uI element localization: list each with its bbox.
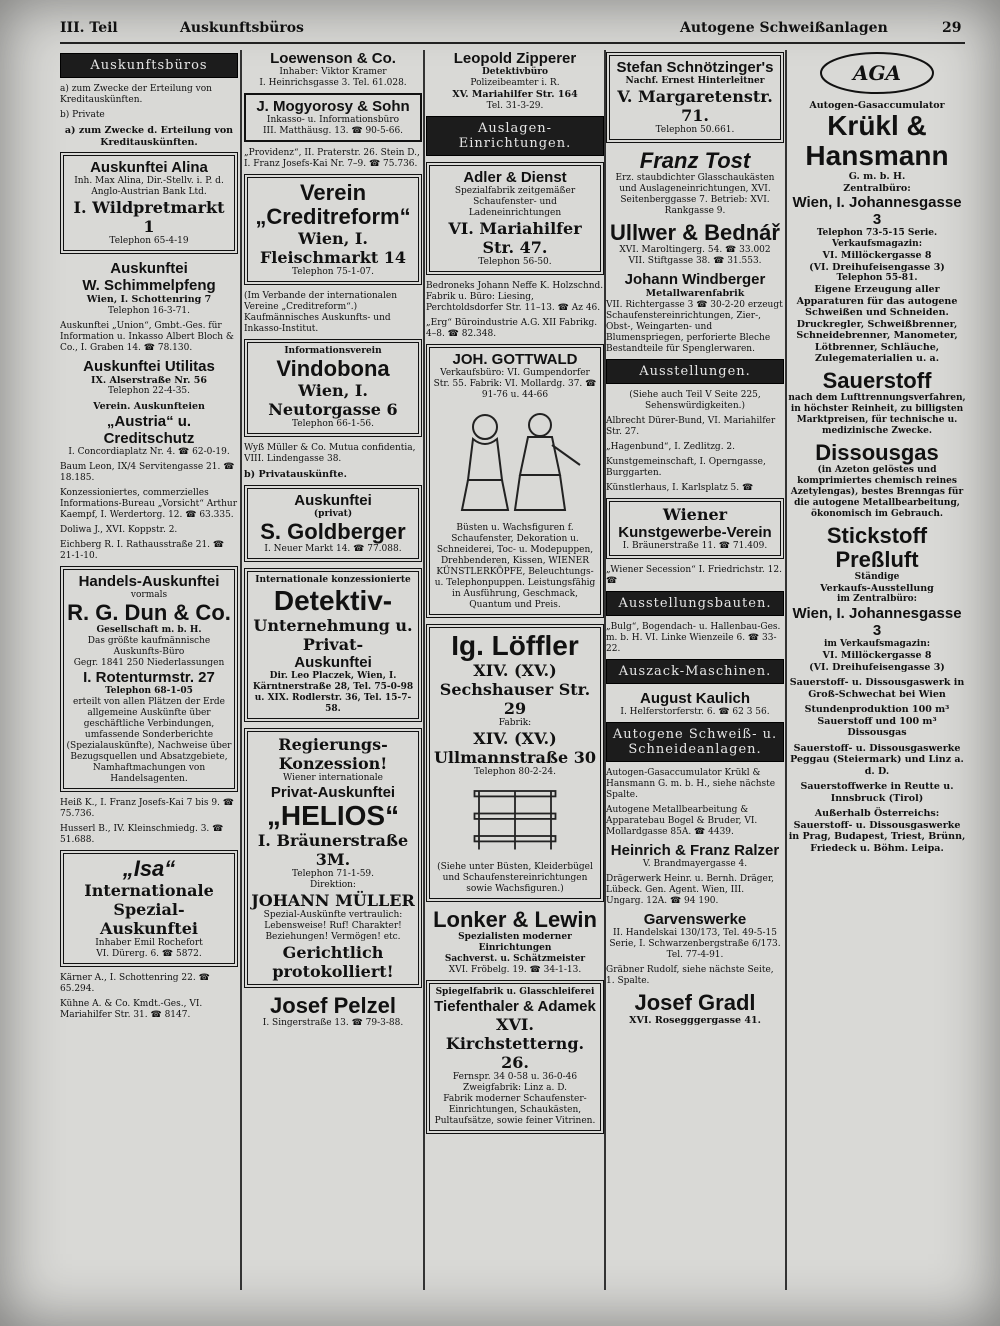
ad-phone: Telephon 16-3-71. xyxy=(107,305,191,316)
ad-title: Vindobona xyxy=(276,356,390,381)
ad-address: III. Matthäusg. 13. ☎ 90-5-66. xyxy=(262,126,404,136)
ad-windberger xyxy=(606,271,784,355)
ad-pelzel xyxy=(244,994,422,1029)
ad-text: Verkaufsmagazin: xyxy=(831,239,923,249)
ad-dun xyxy=(60,566,238,792)
header-section: Auskunftsbüros xyxy=(180,20,304,36)
ad-text: Wiener internationale xyxy=(283,772,383,783)
ad-address: Wien, I. Fleischmarkt 14 xyxy=(259,229,407,267)
entry-reutte: Sauerstoffwerke in Reutte u. Innsbruck (Tirol) xyxy=(800,781,954,804)
ad-text: nach dem Lufttrennungsverfahren, in höchster Reinheit, zu billigsten Marktpreisen, für technische u. medizinische Zwecke. xyxy=(788,392,966,436)
ad-address: Wien, I. Neutorgasse 6 xyxy=(268,381,398,419)
entry-abroad: Außerhalb Österreichs: Sauerstoff- u. Dissousgaswerke in Prag, Budapest, Triest, Brünn, Friedeck u. Böhm. Leipa. xyxy=(788,808,966,854)
ad-loeffler xyxy=(426,624,604,902)
entry-metallbearbeitung: Autogene Metallbearbeitung & Apparatebau Bogel & Bruder, VI. Mollardgasse 85A. ☎ 4439. xyxy=(606,804,758,837)
ad-vindobona xyxy=(244,339,422,437)
ad-text: Zentralbüro: xyxy=(843,182,911,194)
ad-name: „Isa“ xyxy=(122,855,176,881)
ad-detektiv xyxy=(244,568,422,722)
ad-address: I. Heinrichsgasse 3. Tel. 61.028. xyxy=(259,78,407,88)
entry-konz: Konzessioniertes, commerzielles Informations-Bureau „Vorsicht“ Arthur Kaempf, I. Werdertorg. 12. ☎ 63.335. xyxy=(60,487,238,520)
entry-union: Auskunftei „Union“, Gmbt.-Ges. für Information u. Inkasso Albert Bloch & Co., I. Graben 14. ☎ 78.130. xyxy=(60,320,234,353)
ad-text: vormals xyxy=(130,589,168,600)
column-divider xyxy=(785,50,787,1290)
ad-title: Verein. Auskunfteien xyxy=(93,401,205,412)
ad-phone: Telephon 50.661. xyxy=(655,125,735,135)
ad-address: V. Brandmayergasse 4. xyxy=(642,858,748,869)
ad-title: Verein „Creditreform“ xyxy=(255,180,411,229)
ad-text: Inkasso- u. Informationsbüro xyxy=(266,115,400,125)
ad-text: Spezialfabrik zeitgemäßer Schaufenster- und Ladeneinrichtungen xyxy=(454,185,576,218)
ad-sauerstoff xyxy=(788,369,966,437)
ad-address: VII. Stiftgasse 38. ☎ 31.553. xyxy=(628,256,762,266)
ad-kruekl-hansmann xyxy=(788,50,966,365)
ad-title: Josef Gradl xyxy=(634,989,756,1015)
ad-text: Regierungs-Konzession! xyxy=(278,734,388,773)
entry-autogen: Autogen-Gasaccumulator Krükl & Hansmann G. m. b. H., siehe nächste Spalte. xyxy=(606,767,776,800)
column-4 xyxy=(606,50,784,1290)
entry-duerer: Albrecht Dürer-Bund, VI. Mariahilfer Str. 27. xyxy=(606,415,776,437)
ad-tost xyxy=(606,149,784,217)
ad-text: Sachverst. u. Schätzmeister xyxy=(444,953,586,964)
ad-text: Verkaufs-Ausstellung xyxy=(820,582,934,594)
ad-text: Zweigfabrik: Linz a. D. xyxy=(462,1082,567,1093)
ad-title: Dissousgas xyxy=(815,439,939,465)
ad-title: Ig. Löffler xyxy=(451,629,579,661)
ad-helios xyxy=(244,728,422,988)
ad-phone: Telephon 68-1-05 xyxy=(105,685,193,696)
subsection-a: a) zum Zwecke d. Erteilung von Kreditauskünften. xyxy=(64,125,234,148)
ad-text: Eigene Erzeugung aller Apparaturen für das autogene Schweißen und Schneiden. xyxy=(796,284,958,318)
entry-mueller: Wyß Müller & Co. Mutua confidentia, VIII. Lindengasse 38. xyxy=(244,443,416,464)
ad-phone: Fernspr. 34 0-58 u. 36-0-46 xyxy=(452,1071,578,1082)
ad-text: Internationale konzessionierte xyxy=(255,574,411,585)
ad-title: Auskunftei xyxy=(294,653,372,671)
ad-address: XV. Mariahilfer Str. 164 xyxy=(452,89,578,100)
ad-address: I. Neuer Markt 14. ☎ 77.088. xyxy=(264,543,402,554)
ad-phone: Telephon 56-50. xyxy=(478,256,552,267)
section-banner: Auskunftsbüros xyxy=(60,53,238,78)
ad-address: Dir. Leo Placzek, Wien, I. Kärntnerstraße 28, Tel. 75-0-98 u. XIX. Rodlerstr. 36, Tel. 15-7-58. xyxy=(252,670,414,714)
ad-address: I. Rotenturmstr. 27 xyxy=(83,668,215,686)
ad-address: V. Margaretenstr. 71. xyxy=(617,87,773,125)
entry-bulg: „Bulg“, Bogendach- u. Hallenbau-Ges. m. b. H. VI. Linke Wienzeile 6. ☎ 33-22. xyxy=(606,621,781,654)
ad-title: Lonker & Lewin xyxy=(433,906,597,932)
ad-title: Stickstoff xyxy=(826,522,928,548)
column-5 xyxy=(788,50,966,1290)
section-banner: Autogene Schweiß- u. Schneideanlagen. xyxy=(606,722,784,762)
ad-alina xyxy=(60,152,238,254)
ad-isa xyxy=(60,850,238,967)
ad-creditreform xyxy=(244,174,422,285)
ad-text: (Siehe unter Büsten, Kleiderbügel und Schaufenstereinrichtungen sowie Wachsfiguren.) xyxy=(437,861,593,894)
header-part: III. Teil xyxy=(60,20,118,36)
aga-logo-icon xyxy=(817,50,937,96)
column-divider xyxy=(423,50,425,1290)
entry-graebner: Gräbner Rudolf, siehe nächste Seite, 1. Spalte. xyxy=(606,964,774,986)
ad-title: Krükl & Hansmann xyxy=(805,110,949,171)
page-header xyxy=(60,18,965,40)
ad-address: XIV. (XV.) xyxy=(473,728,557,748)
ad-title: Auskunftei xyxy=(294,491,372,509)
ad-text: Spezialisten moderner Einrichtungen xyxy=(458,931,572,953)
section-banner: Ausstellungsbauten. xyxy=(606,591,784,616)
ad-title: Detektiv- xyxy=(273,584,393,616)
entry-kaerner: Kärner A., I. Schottenring 22. ☎ 65.294. xyxy=(60,972,210,994)
ad-address: I. Wildpretmarkt 1 xyxy=(73,198,225,236)
ad-address: I. Concordiaplatz Nr. 4. ☎ 62-0-19. xyxy=(68,446,230,457)
ad-title: Johann Windberger xyxy=(624,271,766,288)
ad-text: Fabrik: xyxy=(498,717,532,728)
ad-text: JOHANN MÜLLER xyxy=(251,890,415,910)
ad-address: IX. Alserstraße Nr. 56 xyxy=(91,374,207,386)
ad-text: Inhaber Emil Rochefort xyxy=(95,937,203,948)
ad-text: Ständige xyxy=(854,571,900,582)
ad-text: Metallwarenfabrik xyxy=(645,288,745,299)
ad-address: Wien, I. Schottenring 7 xyxy=(86,294,212,305)
logo-text: AGA xyxy=(852,61,902,85)
ad-name: „HELIOS“ xyxy=(266,799,400,831)
ad-text: Spiegelfabrik u. Glasschleiferei xyxy=(435,986,595,997)
ad-address: I. Bräunerstraße 3M. xyxy=(257,830,409,869)
ad-name: R. G. Dun & Co. xyxy=(67,599,231,625)
entry-kunstgemeinschaft: Kunstgemeinschaft, I. Operngasse, Burggarten. xyxy=(606,456,766,478)
ad-title: Auskunftei Utilitas xyxy=(83,357,215,375)
ad-title: Ullwer & Bednář xyxy=(610,220,780,245)
ad-title: Preßluft xyxy=(835,546,919,572)
ad-title: Garvenswerke xyxy=(643,910,747,928)
entry-production: Stundenproduktion 100 m³ Sauerstoff und 100 m³ Dissousgas xyxy=(804,704,950,738)
ad-ralzer xyxy=(606,842,784,870)
ad-ullwer xyxy=(606,221,784,267)
shelf-stand-image xyxy=(440,782,590,854)
column-divider xyxy=(240,50,242,1290)
header-section-right: Autogene Schweißanlagen xyxy=(680,20,888,36)
ad-address: Sechshauser Str. 29 xyxy=(439,679,591,718)
ad-text: Gerichtlich protokolliert! xyxy=(272,942,394,981)
ad-schnoetzinger xyxy=(606,52,784,143)
ad-title: J. Mogyorosy & Sohn xyxy=(256,98,410,115)
entry-baum: Baum Leon, IX/4 Servitengasse 21. ☎ 18.185. xyxy=(60,461,235,483)
ad-text: Nachf. Ernest Hinterleitner xyxy=(625,76,765,86)
ad-phone: Telephon 71-1-59. xyxy=(291,868,375,879)
ad-text: Informationsverein xyxy=(284,346,382,356)
ad-text: Spezial-Auskünfte vertraulich: Lebensweise! Ruf! Charakter! Beziehungen! Vermögen! etc. xyxy=(263,909,403,942)
ad-text: erteilt von allen Plätzen der Erde allgemeine Auskünfte über geschäftliche Verbindungen, umfassende Sonderberichte (Spezialauskünfte), Nachweise über Bezugsquellen und Absatzgebiete, Namhaftmachungen von Handelsagenten. xyxy=(66,696,232,784)
ad-title: Josef Pelzel xyxy=(270,992,396,1018)
ad-zipperer xyxy=(426,50,604,112)
ad-garvenswerke xyxy=(606,911,784,961)
ad-title: August Kaulich xyxy=(639,689,750,707)
entry-bedronek: Bedroneks Johann Neffe K. Holzschnd. Fabrik u. Büro: Liesing, Perchtoldsdorfer Str. 11–13. ☎ Az 46. xyxy=(426,280,604,313)
ad-schimmelpfeng xyxy=(60,260,238,317)
entry-providenz: „Providenz“, II. Praterstr. 26. Stein D., I. Franz Josefs-Kai Nr. 7–9. ☎ 75.736. xyxy=(244,148,420,169)
ad-address: Ullmannstraße 30 xyxy=(433,747,597,767)
entry-draeger: Drägerwerk Heinr. u. Bernh. Dräger, Lübeck. Gen. Agent. Wien, III. Ungarg. 12A. ☎ 94 190. xyxy=(606,873,775,906)
ad-address: Wien, I. Johannesgasse 3 xyxy=(792,194,962,228)
column-1 xyxy=(60,50,238,1290)
ad-text: Gesellschaft m. b. H. xyxy=(96,624,202,635)
ad-lonker xyxy=(426,908,604,976)
ad-title: Auskunftei Alina xyxy=(90,159,208,176)
ad-phone: Telephon 80-2-24. xyxy=(473,766,557,777)
ad-title: Heinrich & Franz Ralzer xyxy=(610,841,780,859)
ad-phone: Telephon 55-81. xyxy=(836,273,918,283)
ad-phone: Tel. 31-3-29. xyxy=(486,100,544,111)
ad-address: XIV. (XV.) xyxy=(473,660,557,680)
entry-schwechat: Sauerstoff- u. Dissousgaswerk in Groß-Schwechat bei Wien xyxy=(789,677,965,700)
ad-text: im Zentralbüro: xyxy=(837,594,917,604)
ad-address: Wien, I. Johannesgasse 3 xyxy=(792,605,962,639)
ad-name: S. Goldberger xyxy=(260,518,406,544)
ad-text: Inh. Max Alina, Dir.-Stellv. i. P. d. Anglo-Austrian Bank Ltd. xyxy=(74,176,224,197)
entry-hagenbund: „Hagenbund“, I. Zedlitzg. 2. xyxy=(606,441,736,452)
ad-address: XVI. Fröbelg. 19. ☎ 34-1-13. xyxy=(448,964,582,975)
mannequin-figure-image xyxy=(440,405,590,515)
ad-title: Franz Tost xyxy=(639,148,751,173)
column-2 xyxy=(244,50,422,1290)
ad-text: Wiener xyxy=(662,504,728,524)
entry-doliwa: Doliwa J., XVI. Koppstr. 2. xyxy=(60,524,178,535)
ad-title: „Austria“ u. Creditschutz xyxy=(103,412,195,447)
entry-husserl: Husserl B., IV. Kleinschmiedg. 3. ☎ 51.688. xyxy=(60,823,224,845)
intro-a: a) zum Zwecke der Erteilung von Kreditauskünften. xyxy=(60,84,212,105)
ad-kunstgewerbe xyxy=(606,498,784,559)
ad-gradl xyxy=(606,991,784,1027)
ad-text: Büsten u. Wachsfiguren f. Schaufenster, Dekoration u. Schneiderei, Toc- u. Modepuppen, Drehbenderen, Kissen, WIENER KÜNSTLERKÖPFE, Beleuchtungs- u. Telephonpuppen. Leistungsfähig in Ausführung, Geschmack, Quantum und Preis. xyxy=(434,522,596,610)
section-banner: Auslagen-Einrichtungen. xyxy=(426,116,604,156)
ad-title: W. Schimmelpfeng xyxy=(82,277,216,294)
entry-secession: „Wiener Secession“ I. Friedrichstr. 12. ☎ xyxy=(606,564,782,586)
intro-b: b) Private xyxy=(60,110,105,120)
ad-address: II. Handelskai 130/173, Tel. 49-5-15 Serie, I. Schwarzenbergstraße 6/173. Tel. 77-4-91. xyxy=(609,927,781,960)
ad-text: Gegr. 1841 250 Niederlassungen xyxy=(73,657,225,668)
ad-text: Fabrik moderner Schaufenster-Einrichtungen, Schaukästen, Pultaufsätze, sowie feiner Vitrinen. xyxy=(434,1093,596,1126)
ad-title: Loewenson & Co. xyxy=(270,50,396,67)
entry-peggau: Sauerstoff- u. Dissousgaswerke Peggau (Steiermark) und Linz a. d. D. xyxy=(790,742,964,777)
entry-note: (Siehe auch Teil V Seite 225, Sehenswürdigkeiten.) xyxy=(629,389,761,411)
ad-phone: Telephon 65-4-19 xyxy=(109,236,189,246)
ad-title: Stefan Schnötzinger's xyxy=(616,59,774,76)
ad-title: Kunstgewerbe-Verein xyxy=(618,523,772,541)
entry-erg: „Erg“ Büroindustrie A.G. XII Fabrikg. 4–8. ☎ 82.348. xyxy=(426,317,598,339)
entry-heiss: Heiß K., I. Franz Josefs-Kai 7 bis 9. ☎ 75.736. xyxy=(60,797,234,819)
ad-tiefenthaler xyxy=(426,980,604,1134)
ad-address: (VI. Dreihufeisengasse 3) xyxy=(809,261,945,273)
ad-title: Auskunftei xyxy=(110,260,188,277)
ad-text: Druckregler, Schweißbrenner, Schneidebrenner, Manometer, Lötbrenner, Schläuche, Zulegematerialien u. a. xyxy=(796,318,958,364)
ad-address: VI. Mariahilfer Str. 47. xyxy=(448,218,582,257)
ad-text: Polizeibeamter i. R. xyxy=(470,78,560,88)
header-rule xyxy=(60,42,965,44)
ad-utilitas xyxy=(60,358,238,398)
entry-eichberg: Eichberg R. I. Rathausstraße 21. ☎ 21-1-10. xyxy=(60,539,225,561)
ad-text: Das größte kaufmännische Auskunfts-Büro xyxy=(87,635,211,657)
ad-text: G. m. b. H. xyxy=(848,171,906,182)
section-banner: Auszack-Maschinen. xyxy=(606,659,784,684)
ad-phone: Telephon 75-1-07. xyxy=(291,267,375,277)
ad-address: (VI. Dreihufeisengasse 3) xyxy=(809,661,945,673)
ad-title: Privat-Auskunftei xyxy=(270,783,396,801)
ad-text: Detektivbüro xyxy=(481,67,549,77)
ad-gottwald xyxy=(426,344,604,618)
ad-title: JOH. GOTTWALD xyxy=(452,350,578,368)
ad-text: Inhaber: Viktor Kramer xyxy=(279,67,387,77)
ad-title: Sauerstoff xyxy=(822,367,932,393)
ad-stickstoff xyxy=(788,524,966,674)
entry-creditreform: (Im Verbande der internationalen Vereine „Creditreform“.) Kaufmännisches Auskunfts- und Inkasso-Institut. xyxy=(244,291,398,334)
ad-mogyorosy xyxy=(244,93,422,142)
subsection-b: b) Privatauskünfte. xyxy=(244,469,347,480)
ad-kaulich xyxy=(606,690,784,718)
ad-title: Tiefenthaler & Adamek xyxy=(434,997,596,1015)
ad-text: Unternehmung u. Privat- xyxy=(253,615,413,654)
ad-phone: Telephon 73-5-15 Serie. xyxy=(816,228,938,238)
section-banner: Ausstellungen. xyxy=(606,359,784,384)
ad-text: Erz. staubdichter Glasschaukästen und Auslageneinrichtungen, XVI. Seitenberggasse 7. Betrieb: XVI. Rankgasse 9. xyxy=(615,173,775,216)
ad-title: Handels-Auskunftei xyxy=(78,572,220,590)
entry-kuenstlerhaus: Künstlerhaus, I. Karlsplatz 5. ☎ xyxy=(606,482,754,493)
ad-text: Direktion: xyxy=(310,879,356,890)
ad-austria xyxy=(60,401,238,458)
ad-phone: Telephon 22-4-35. xyxy=(107,386,191,396)
ad-title: Leopold Zipperer xyxy=(453,50,577,67)
ad-adler xyxy=(426,162,604,275)
ad-address: VI. Millöckergasse 8 xyxy=(822,650,932,661)
ad-address: I. Helferstorferstr. 6. ☎ 62 3 56. xyxy=(620,706,770,717)
ad-address: I. Singerstraße 13. ☎ 79-3-88. xyxy=(262,1017,404,1028)
ad-title: Adler & Dienst xyxy=(463,168,567,186)
ad-dissousgas xyxy=(788,441,966,520)
ad-goldberger xyxy=(244,485,422,562)
ad-text: (in Azeton gelöstes und komprimiertes chemisch reines Azetylengas), bestes Brenngas für die autogene Metallbearbeitung, ökonomisch im Gebrauch. xyxy=(790,464,964,519)
page-number: 29 xyxy=(942,20,962,36)
ad-text: VII. Richtergasse 3 ☎ 30-2-20 erzeugt Schaufenstereinrichtungen, Zier-, Obst-, Weingarten- und Blumenspriegen, perforierte Bleche Bestandteile für Spenglerwaren. xyxy=(606,299,783,354)
column-3 xyxy=(426,50,604,1290)
ad-text: Autogen-Gasaccumulator xyxy=(809,99,945,111)
ad-text: Internationale Spezial-Auskunftei xyxy=(84,880,214,938)
ad-text: (privat) xyxy=(313,508,353,519)
ad-address: XVI. Maroltingerg. 54. ☎ 33.002 xyxy=(619,245,771,255)
ad-address: VI. Millöckergasse 8 xyxy=(822,250,932,261)
ad-text: im Verkaufsmagazin: xyxy=(823,639,931,649)
ad-loewenson xyxy=(244,50,422,89)
entry-kuehne: Kühne A. & Co. Kmdt.-Ges., VI. Mariahilfer Str. 31. ☎ 8147. xyxy=(60,998,203,1020)
ad-address: I. Bräunerstraße 11. ☎ 71.409. xyxy=(622,540,768,551)
ad-address: XVI. Rosegggergasse 41. xyxy=(629,1014,761,1026)
ad-phone: Telephon 66-1-56. xyxy=(291,419,375,429)
ad-address: VI. Dürerg. 6. ☎ 5872. xyxy=(96,948,202,959)
ad-address: XVI. Kirchstetterng. 26. xyxy=(445,1014,585,1072)
ad-address: Verkaufsbüro: VI. Gumpendorfer Str. 55. Fabrik: VI. Mollardg. 37. ☎ 91-76 u. 44-66 xyxy=(433,367,597,400)
